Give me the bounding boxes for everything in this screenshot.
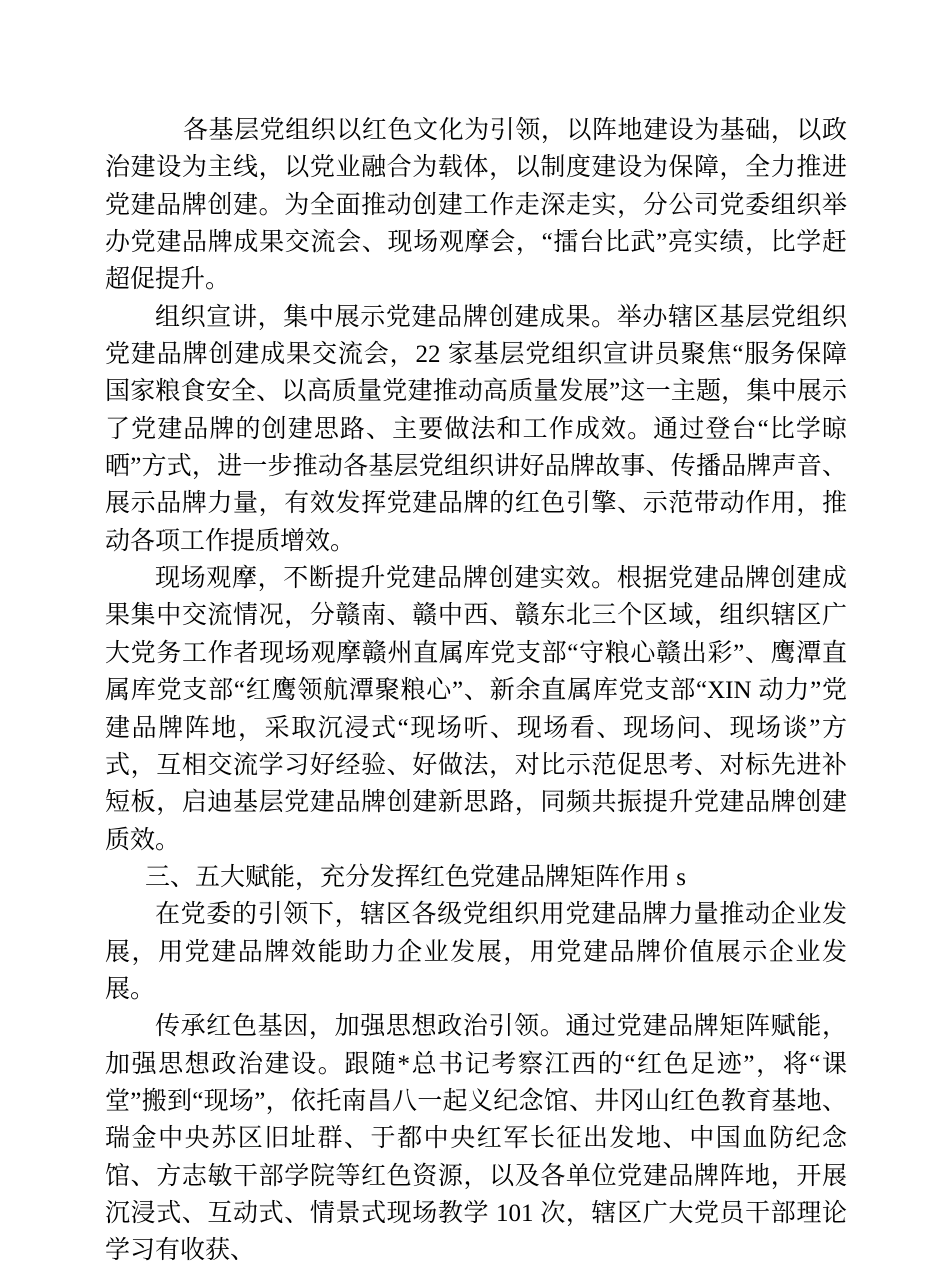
paragraph-party-committee-leadership: 在党委的引领下，辖区各级党组织用党建品牌力量推动企业发展，用党建品牌效能助力企业发展，用党建品牌价值展示企业发展。 (105, 901, 847, 1003)
paragraph-brand-creation-intro: 各基层党组织以红色文化为引领，以阵地建设为基础，以政治建设为主线，以党业融合为载体，以制度建设为保障，全力推进党建品牌创建。为全面推动创建工作走深走实，分公司党委组织举办党建品牌成果交流会、现场观摩会，“擂台比武”亮实绩，比学赶超促提升。 (105, 117, 847, 294)
paragraph-site-observation: 现场观摩，不断提升党建品牌创建实效。根据党建品牌创建成果集中交流情况，分赣南、赣中西、赣东北三个区域，组织辖区广大党务工作者现场观摩赣州直属库党支部“守粮心赣出彩”、鹰潭直属库党支部“红鹰领航潭聚粮心”、新余直属库党支部“XIN 动力”党建品牌阵地，采取沉浸式“现场听、现场看、现场问、现场谈”方式，互相交流学习好经验、好做法，对比示范促思考、对标先进补短板，启迪基层党建品牌创建新思路，同频共振提升党建品牌创建质效。 (105, 565, 847, 854)
paragraph-red-gene-inheritance: 传承红色基因，加强思想政治引领。通过党建品牌矩阵赋能，加强思想政治建设。跟随*总书记考察江西的“红色足迹”，将“课堂”搬到“现场”，依托南昌八一起义纪念馆、井冈山红色教育基地、瑞金中央苏区旧址群、于都中央红军长征出发地、中国血防纪念馆、方志敏干部学院等红色资源，以及各单位党建品牌阵地，开展沉浸式、互动式、情景式现场教学 101 次，辖区广大党员干部理论学习有收获、 (105, 1013, 847, 1265)
document-page (105, 112, 847, 1270)
paragraph-organized-lectures: 组织宣讲，集中展示党建品牌创建成果。举办辖区基层党组织党建品牌创建成果交流会，22 家基层党组织宣讲员聚焦“服务保障国家粮食安全、以高质量党建推动高质量发展”这一主题，集中展示了党建品牌的创建思路、主要做法和工作成效。通过登台“比学晾晒”方式，进一步推动各基层党组织讲好品牌故事、传播品牌声音、展示品牌力量，有效发挥党建品牌的红色引擎、示范带动作用，推动各项工作提质增效。 (105, 303, 847, 555)
section-heading-three-five-empowerments: 三、五大赋能，充分发挥红色党建品牌矩阵作用 s (145, 863, 686, 891)
